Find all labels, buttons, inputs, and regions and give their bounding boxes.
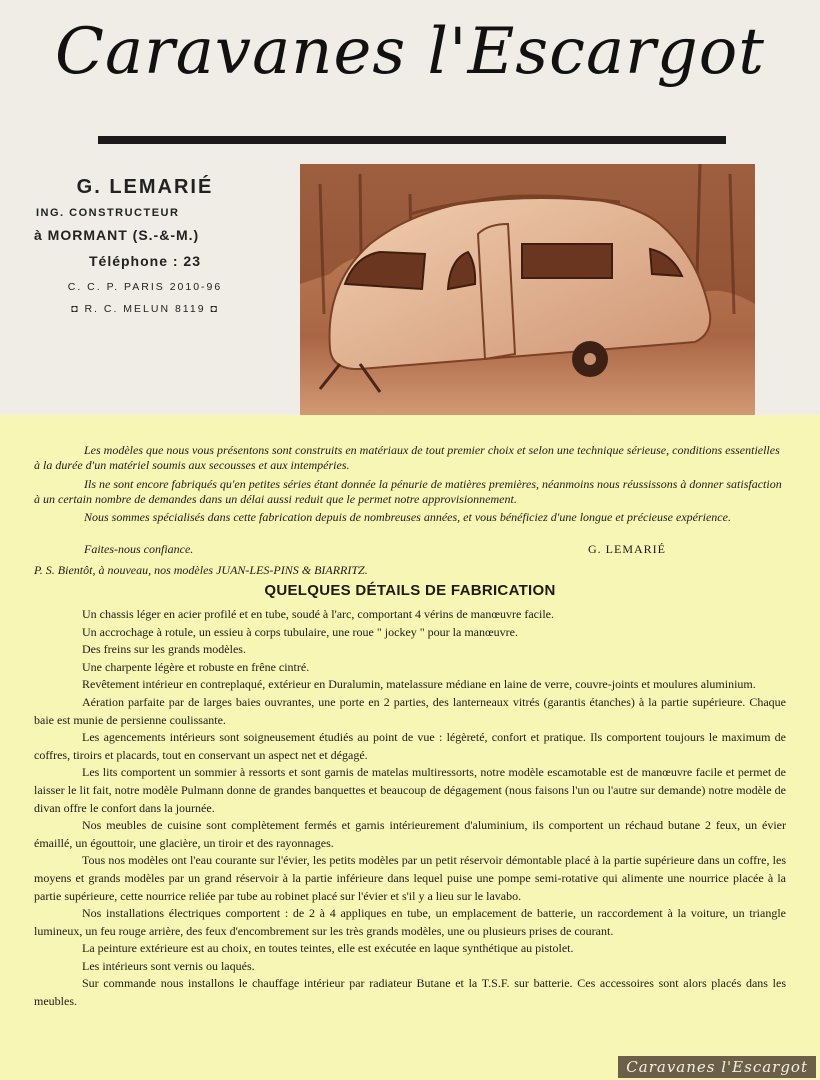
detail-item: Les agencements intérieurs sont soigneusement étudiés au point de vue : légèreté, confort et pratique. Ils comportent toujours le maximum de coffres, tiroirs et placards, tout en conservant un aspect net et dégagé. — [34, 730, 786, 762]
brand-title: Caravanes l'Escargot — [55, 15, 765, 89]
detail-item: Les intérieurs sont vernis ou laqués. — [82, 958, 255, 973]
company-location: à MORMANT (S.-&-M.) — [34, 227, 200, 243]
caravan-side-window — [522, 244, 612, 278]
signature: G. LEMARIÉ — [588, 542, 666, 556]
detail-item: Les lits comportent un sommier à ressorts et sont garnis de matelas multiressorts, notre modèle escamotable est de manœuvre facile et permet de laisser le lit fait, notre modèle Pulmann donne de grandes banquettes et beaucoup de dégagement (nous faisons l'un ou l'autre sur demande) notre modèle de divan offre le confort dans la journée. — [34, 765, 786, 815]
detail-item: Des freins sur les grands modèles. — [82, 642, 246, 657]
intro-paragraph-1: Les modèles que nous vous présentons sont construits en matériaux de tout premier choix et selon une technique sérieuse, conditions essentielles à la durée d'un matériel soumis aux secousses et aux intempéries. — [34, 443, 780, 472]
detail-item: Un chassis léger en acier profilé et en tube, soudé à l'arc, comportant 4 vérins de manœuvre facile. — [82, 607, 554, 621]
detail-item: Nos installations électriques comportent : de 2 à 4 appliques en tube, un emplacement de batterie, un raccordement à la voiture, un triangle lumineux, un feu rouge arrière, des feux d'encombrement sur les très grands modèles, une ou plusieurs prises de courant. — [34, 906, 786, 938]
caravan-photo — [300, 164, 755, 416]
detail-item: Nos meubles de cuisine sont complètement fermés et garnis intérieurement d'aluminium, ils comportent un réchaud butane 2 feux, un évier émaillé, un égouttoir, une glacière, un tiroir et des rayonnages. — [34, 818, 786, 850]
closing-line: Faites-nous confiance. — [84, 542, 194, 556]
postscript: P. S. Bientôt, à nouveau, nos modèles JUAN-LES-PINS & BIARRITZ. — [34, 563, 368, 577]
detail-item: Une charpente légère et robuste en frêne cintré. — [82, 659, 310, 674]
detail-item: Revêtement intérieur en contreplaqué, extérieur en Duralumin, matelassure médiane en laine de verre, couvre-joints et moulures aluminium. — [82, 677, 756, 692]
company-phone: Téléphone : 23 — [88, 253, 202, 269]
ornament-icon: ◘ — [71, 303, 85, 315]
watermark: Caravanes l'Escargot — [618, 1056, 816, 1078]
company-rc — [30, 303, 260, 315]
intro-paragraph-3: Nous sommes spécialisés dans cette fabrication depuis de nombreuses années, et vous bénéficiez d'une longue et précieuse expérience. — [84, 510, 731, 524]
detail-item: Tous nos modèles ont l'eau courante sur l'évier, les petits modèles par un petit réservoir démontable placé à la partie supérieure dans un coffre, les moyens et grands modèles par un grand réservoir à la partie inférieure dans lequel puise une pompe semi-rotative qui alimente une nourrice placée à la partie supérieure, cette nourrice reliée par tube au robinet placé sur l'évier et s'il y a lieu sur le lavabo. — [34, 853, 786, 903]
detail-item: La peinture extérieure est au choix, en toutes teintes, elle est exécutée en laque synthétique au pistolet. — [82, 941, 574, 956]
details-heading: QUELQUES DÉTAILS DE FABRICATION — [264, 582, 556, 599]
ornament-icon: ◘ — [205, 303, 219, 315]
company-name: G. LEMARIÉ — [76, 176, 214, 198]
company-ccp: C. C. P. PARIS 2010-96 — [67, 281, 223, 293]
company-block — [30, 176, 260, 325]
company-rc-text: R. C. MELUN 8119 — [84, 303, 206, 315]
detail-item: Sur commande nous installons le chauffage intérieur par radiateur Butane et la T.S.F. sur batterie. Ces accessoires sont alors placés dans les meubles. — [34, 976, 786, 1009]
detail-item: Un accrochage à rotule, un essieu à corps tubulaire, une roue " jockey " pour la manœuvre. — [82, 624, 518, 639]
caravan-hub — [584, 353, 596, 365]
intro-paragraph-2: Ils ne sont encore fabriqués qu'en petites séries étant donnée la pénurie de matières premières, néanmoins nous réussissons à donner satisfaction à un certain nombre de demandes dans un délai aussi reduit que le permet notre approvisionnement. — [34, 477, 782, 506]
details-list — [34, 606, 786, 1011]
company-profession: ING. CONSTRUCTEUR — [36, 207, 180, 219]
title-underline — [98, 136, 726, 144]
detail-item: Aération parfaite par de larges baies ouvrantes, une porte en 2 parties, des lanterneaux vitrés (garantis étanches) à la partie supérieure. Chaque baie est munie de persienne coulissante. — [34, 694, 786, 727]
